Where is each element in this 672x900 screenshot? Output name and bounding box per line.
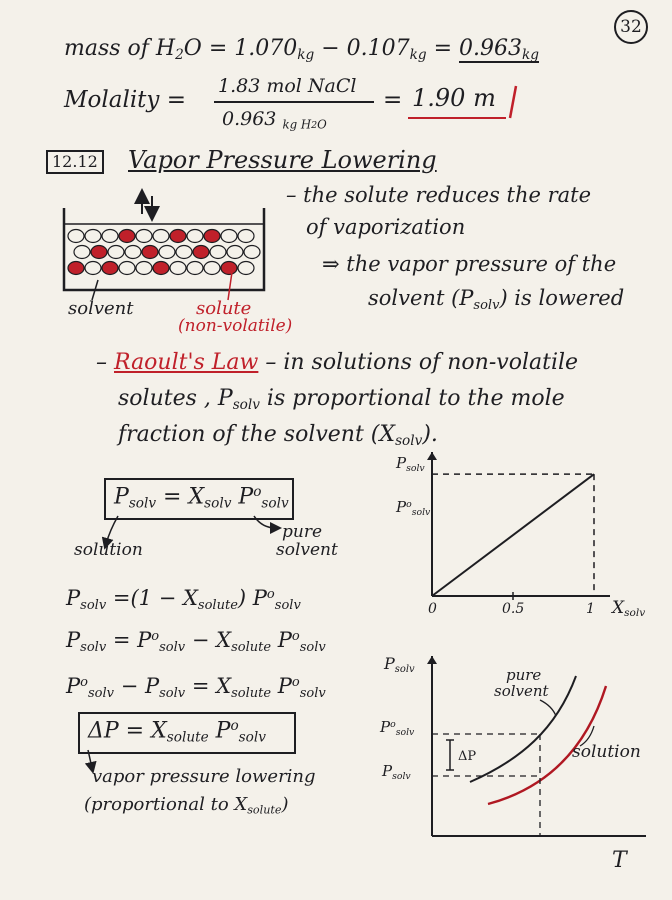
solvent-particle [85, 230, 101, 243]
chart1-x-label: $X_{solv}$ [612, 598, 646, 620]
lowering-line-2: (proportional to $X_{solute}$) [84, 794, 289, 817]
chart2-solvent-label: solvent [494, 682, 549, 700]
equation-3: $P^o_{solv} - P_{solv} = X_{solute}$ $P^o_{solv}$ [66, 674, 326, 702]
equation-2: $P_{solv} = P^o_{solv} - X_{solute}$ $P^o_{solv}$ [66, 628, 326, 656]
raoult-law-term: Raoult's Law [114, 350, 259, 375]
solute-particle [193, 246, 209, 259]
solute-particle [153, 262, 169, 275]
raoult-line-3: fraction of the solvent $(X_{solv})$. [118, 422, 438, 450]
chart1-y-arrow-icon [427, 452, 437, 460]
chart2-y-label: $P_{solv}$ [384, 654, 415, 675]
solution-annotation: solution [74, 540, 143, 560]
molality-denominator: 0.963 $_{kg H2O}$ [222, 108, 327, 132]
solute-particle [142, 246, 158, 259]
note-line-2: of vaporization [306, 215, 466, 239]
solute-particle [68, 262, 84, 275]
solvent-particle [68, 230, 84, 243]
chart1-x-tick-0: 0 [428, 601, 437, 617]
pure-label-pointer [540, 700, 556, 716]
chart1-y-tick: $P^o_{solv}$ [396, 498, 431, 518]
check-mark [510, 86, 516, 118]
solvent-particle [204, 262, 220, 275]
solvent-particle [176, 246, 192, 259]
molality-result: 1.90 m [412, 84, 496, 112]
solute-particle [204, 230, 220, 243]
pure-solvent-arrow-icon [254, 516, 276, 528]
solvent-particle [244, 246, 260, 259]
mass-label: mass of H [64, 36, 176, 61]
mass-result: $0.963_{kg}$ [459, 36, 539, 64]
chart1-x-tick-1: 1 [586, 601, 595, 617]
solvent-particle [108, 246, 124, 259]
solute-particle [221, 262, 237, 275]
section-title: Vapor Pressure Lowering [128, 146, 437, 174]
equation-1: $P_{solv} =(1 - X_{solute})$ $P^o_{solv}$ [66, 586, 301, 614]
note-line-4: solvent $(P_{solv})$ is lowered [368, 286, 625, 313]
chart2-x-label: T [612, 848, 627, 873]
delta-p-equation: $\Delta P = X_{solute}$ $P^o_{solv}$ [88, 718, 266, 746]
molality-numerator: 1.83 mol NaCl [218, 75, 357, 97]
particles [68, 230, 260, 275]
pure-annotation: pure [282, 522, 323, 542]
molality-equals: = [383, 87, 403, 113]
chart2-y-arrow-icon [427, 656, 437, 664]
solution-arrow-icon [106, 516, 118, 544]
solvent-particle [210, 246, 226, 259]
solvent-particle [85, 262, 101, 275]
solvent-particle [227, 246, 243, 259]
solute-note: (non-volatile) [178, 316, 293, 336]
raoult-equation: $P_{solv} = X_{solv}$ $P^o_{solv}$ [114, 484, 289, 512]
solvent-particle [221, 230, 237, 243]
solvent-annotation: solvent [276, 540, 338, 560]
raoult-line-2: solutes , $P_{solv}$ is proportional to the mole [118, 386, 565, 414]
solute-particle [91, 246, 107, 259]
chart2-y-tick-upper: $P^o_{solv}$ [380, 718, 415, 738]
lowering-arrow-icon [88, 750, 92, 768]
solvent-particle [153, 230, 169, 243]
solvent-particle [119, 262, 135, 275]
chart1-series-line [432, 474, 594, 596]
solvent-particle [238, 262, 254, 275]
chart2-pure-label: pure [506, 666, 542, 684]
lowering-line-1: vapor pressure lowering [92, 766, 316, 787]
solvent-particle [187, 230, 203, 243]
solute-label: solute [196, 298, 252, 319]
solvent-label: solvent [68, 298, 134, 319]
raoult-line-1: – Raoult's Law – in solutions of non-volatile [96, 350, 579, 375]
solvent-particle [136, 230, 152, 243]
solvent-particle [187, 262, 203, 275]
solute-particle [119, 230, 135, 243]
solvent-particle [238, 230, 254, 243]
chart1-x-tick-05: 0.5 [502, 601, 525, 617]
chart1-y-label: $P_{solv}$ [396, 454, 425, 474]
mass-calculation: mass of $H_2O = 1.070_{kg} - 0.107_{kg} = 0.963_{kg}$ [64, 36, 539, 64]
chart2-solution-label: solution [572, 742, 641, 762]
solvent-particle [136, 262, 152, 275]
solvent-particle [125, 246, 141, 259]
note-line-3: ⇒ the vapor pressure of the [322, 252, 617, 276]
solvent-particle [170, 262, 186, 275]
section-number: 12.12 [46, 150, 104, 174]
solvent-particle [102, 230, 118, 243]
solvent-particle [74, 246, 90, 259]
chart2-delta-label: ΔP [458, 749, 477, 764]
molality-label: Molality = [64, 87, 186, 113]
raoult-chart [427, 452, 610, 600]
beaker-diagram [64, 196, 264, 300]
solvent-particle [159, 246, 175, 259]
note-line-1: – the solute reduces the rate [286, 183, 592, 207]
solute-particle [102, 262, 118, 275]
solute-particle [170, 230, 186, 243]
page-number: 32 [614, 10, 648, 44]
chart2-y-tick-lower: $P_{solv}$ [382, 762, 411, 782]
